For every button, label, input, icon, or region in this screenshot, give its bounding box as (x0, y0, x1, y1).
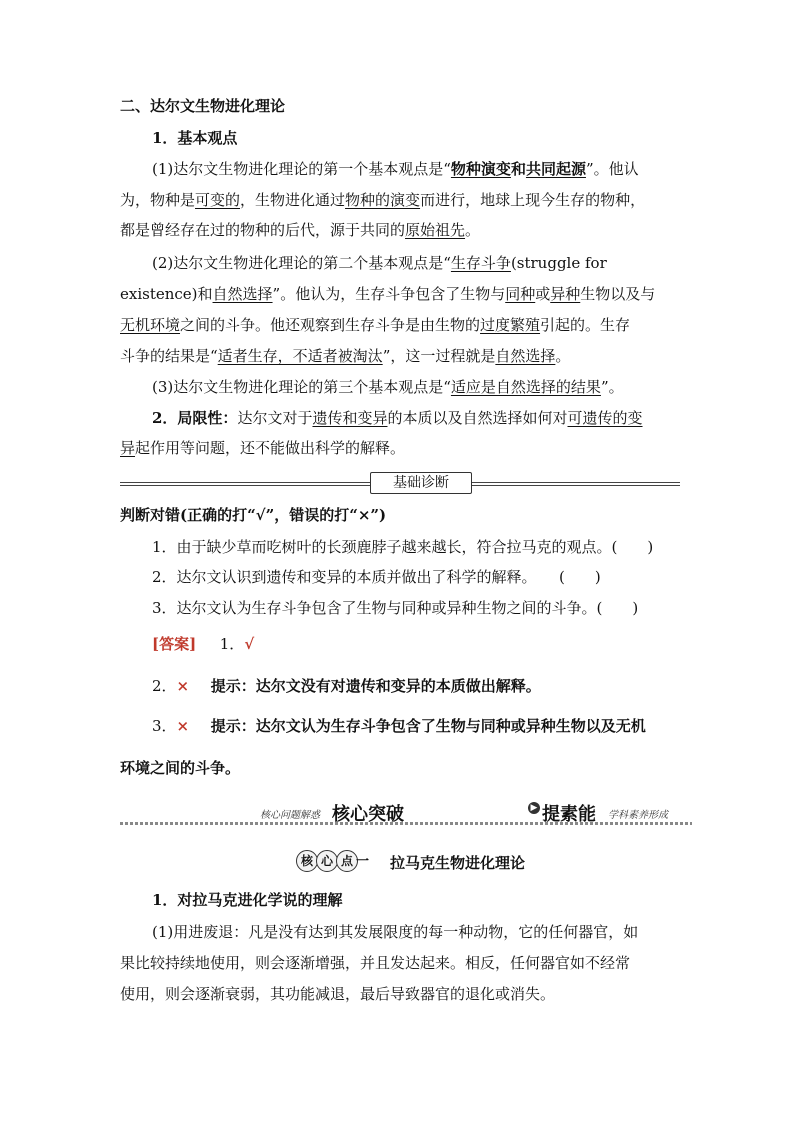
para2-line1 (152, 253, 680, 273)
text: ”。他认为，生存斗争包含了生物与 (272, 285, 506, 303)
answer-underline: 生存斗争 (450, 254, 511, 272)
hint-text: 提示：达尔文认为生存斗争包含了生物与同种或异种生物以及无机 (210, 717, 646, 735)
answer-number: 1． (219, 635, 245, 653)
text: ，生物进化通过 (240, 191, 346, 209)
answer-underline: 共同起源 (525, 160, 586, 178)
para4-line2 (120, 438, 680, 458)
question-2: 2．达尔文认识到遗传和变异的本质并做出了科学的解释。 ( ) (152, 568, 601, 586)
answer-underline: 可遗传的变 (567, 409, 643, 427)
banner-right-label: 学科素养形成 (608, 810, 668, 821)
para2-line3 (120, 315, 680, 335)
diagnosis-divider (120, 470, 680, 496)
text: 的本质以及自然选择如何对 (387, 409, 568, 427)
answer-underline: 可变的 (195, 191, 241, 209)
text: (1)达尔文生物进化理论的第一个基本观点是“ (152, 160, 451, 178)
banner-main-title-2: 提素能 (542, 804, 596, 825)
lamarck-line2: 果比较持续地使用，则会逐渐增强，并且发达起来。相反，任何器官如不经常 (120, 954, 631, 972)
answer-underline: 过度繁殖 (480, 316, 541, 334)
badge-number: 一 (356, 854, 370, 869)
cross-mark-icon: × (176, 677, 190, 695)
banner-main-title: 核心突破 (332, 804, 404, 825)
diagnosis-badge: 基础诊断 (370, 472, 472, 494)
answer-underline: 适者生存，不适者被淘汰 (217, 347, 383, 365)
para1-line1 (152, 159, 680, 179)
banner-rule (120, 822, 692, 825)
answer-underline: 自然选择 (212, 285, 273, 303)
text: ”。他认 (585, 160, 639, 178)
lamarck-line3: 使用，则会逐渐衰弱，其功能减退，最后导致器官的退化或消失。 (120, 985, 556, 1003)
text: 都是曾经存在过的物种的后代，源于共同的 (120, 221, 406, 239)
para2-line2 (120, 284, 680, 304)
text: (struggle for (510, 254, 607, 272)
answer-underline: 原始祖先 (405, 221, 466, 239)
text: 为，物种是 (120, 191, 196, 209)
text: ”，这一过程就是 (382, 347, 496, 365)
answer-label: [答案] (152, 635, 197, 653)
arrow-right-icon: ▶ (528, 802, 540, 814)
subsection-title: 1．基本观点 (152, 129, 238, 147)
core-point-title: 拉马克生物进化理论 (390, 854, 526, 872)
badge-char: 心 (316, 850, 338, 872)
text: 达尔文对于 (237, 409, 313, 427)
answer-underline: 异 (120, 439, 136, 457)
para1-line3 (120, 220, 680, 240)
answer-underline: 适应是自然选择的结果 (450, 378, 601, 396)
text: (2)达尔文生物进化理论的第二个基本观点是“ (152, 254, 451, 272)
text: (3)达尔文生物进化理论的第三个基本观点是“ (152, 378, 451, 396)
text: 。 (465, 221, 481, 239)
lamarck-subtitle: 1．对拉马克进化学说的理解 (152, 891, 343, 909)
badge-char: 核 (296, 850, 318, 872)
answer-3 (152, 716, 680, 736)
core-breakthrough-banner (120, 800, 692, 830)
lamarck-line1: (1)用进废退：凡是没有达到其发展限度的每一种动物，它的任何器官，如 (152, 923, 639, 941)
answer-underline: 异种 (550, 285, 581, 303)
answer-underline: 物种的演变 (345, 191, 421, 209)
para4-line1 (152, 408, 680, 428)
answer-underline: 无机环境 (120, 316, 181, 334)
para3-line1 (152, 377, 680, 397)
question-1: 1．由于缺少草而吃树叶的长颈鹿脖子越来越长，符合拉马克的观点。( ) (152, 538, 654, 556)
question-3: 3．达尔文认为生存斗争包含了生物与同种或异种生物之间的斗争。( ) (152, 599, 639, 617)
para2-line4 (120, 346, 680, 366)
text: 。 (555, 347, 571, 365)
answer-underline: 自然选择 (495, 347, 556, 365)
hint-text: 提示：达尔文没有对遗传和变异的本质做出解释。 (210, 677, 541, 695)
cross-mark-icon: × (176, 717, 190, 735)
text: 斗争的结果是“ (120, 347, 218, 365)
answer-3-continued: 环境之间的斗争。 (120, 759, 241, 777)
para1-line2 (120, 190, 680, 210)
answer-1 (152, 634, 680, 654)
answer-number: 2． (152, 677, 177, 695)
answer-underline: 遗传和变异 (312, 409, 388, 427)
text: 起作用等问题，还不能做出科学的解释。 (135, 439, 406, 457)
core-point-badge (296, 850, 376, 874)
text: 生物以及与 (580, 285, 656, 303)
text: 之间的斗争。他还观察到生存斗争是由生物的 (180, 316, 481, 334)
check-mark-icon: √ (244, 635, 255, 653)
text: ”。 (600, 378, 624, 396)
section-heading: 二、达尔文生物进化理论 (120, 97, 286, 115)
limitations-title: 2．局限性： (152, 409, 238, 427)
text: 而进行，地球上现今生存的物种， (420, 191, 646, 209)
answer-2 (152, 676, 680, 696)
text: existence)和 (120, 285, 213, 303)
diagnosis-intro: 判断对错(正确的打“√”，错误的打“×”) (120, 506, 387, 524)
text: 和 (510, 160, 526, 178)
answer-underline: 同种 (505, 285, 536, 303)
text: 引起的。生存 (540, 316, 631, 334)
badge-char: 点 (336, 850, 358, 872)
answer-number: 3． (152, 717, 177, 735)
banner-left-label: 核心问题解惑 (260, 810, 320, 821)
answer-underline: 物种演变 (450, 160, 511, 178)
text: 或 (535, 285, 551, 303)
